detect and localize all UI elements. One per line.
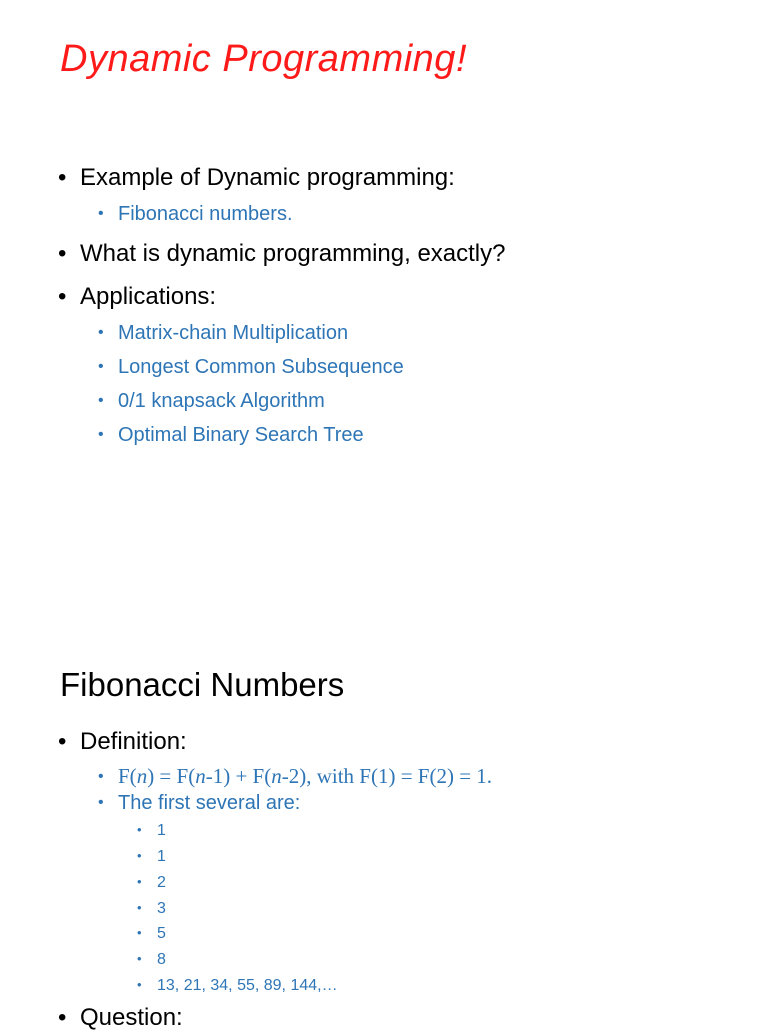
- fib-number-item: [137, 900, 166, 918]
- bullet-what-is-dp: [58, 240, 505, 268]
- bullet-text: Definition:: [80, 728, 187, 755]
- bullet-text: 0/1 knapsack Algorithm: [118, 390, 325, 412]
- bullet-text: Longest Common Subsequence: [118, 356, 404, 378]
- bullet-dot: •: [137, 925, 142, 940]
- bullet-text: What is dynamic programming, exactly?: [80, 240, 506, 267]
- bullet-dot: •: [58, 1004, 67, 1031]
- fib-number-item: [137, 874, 166, 892]
- bullet-text: Applications:: [80, 283, 217, 310]
- bullet-dot: •: [98, 794, 104, 811]
- bullet-dot: •: [98, 324, 104, 341]
- bullet-dot: •: [58, 728, 67, 755]
- bullet-dot: •: [58, 240, 67, 267]
- bullet-dot: •: [98, 426, 104, 443]
- fib-number-item: [137, 925, 166, 943]
- slide-title: Fibonacci Numbers: [60, 666, 345, 703]
- fib-number: 13, 21, 34, 55, 89, 144,…: [157, 977, 338, 994]
- fib-number-item: [137, 848, 166, 866]
- bullet-dot: •: [137, 874, 142, 889]
- fib-number: 1: [157, 822, 166, 839]
- bullet-applications: [58, 283, 216, 311]
- sub-bullet-formula: [98, 764, 492, 789]
- bullet-example-of-dp: [58, 164, 455, 192]
- bullet-text: Optimal Binary Search Tree: [118, 424, 364, 446]
- bullet-dot: •: [137, 951, 142, 966]
- bullet-text: Example of Dynamic programming:: [80, 164, 455, 191]
- fib-number: 8: [157, 951, 166, 968]
- bullet-dot: •: [98, 358, 104, 375]
- sub-bullet-matrix-chain: [98, 322, 348, 345]
- bullet-dot: •: [137, 977, 142, 992]
- bullet-question: [58, 1004, 183, 1032]
- fib-number-item: [137, 977, 338, 995]
- fib-number: 3: [157, 900, 166, 917]
- fib-number-item: [137, 822, 166, 840]
- sub-bullet-obst: [98, 424, 364, 447]
- sub-bullet-knapsack: [98, 390, 325, 413]
- sub-bullet-lcs: [98, 356, 404, 379]
- bullet-dot: •: [58, 283, 67, 310]
- bullet-text: Fibonacci numbers.: [118, 203, 293, 225]
- sub-bullet-first-several: [98, 792, 300, 815]
- bullet-dot: •: [137, 848, 142, 863]
- fib-number: 2: [157, 874, 166, 891]
- bullet-dot: •: [98, 768, 104, 785]
- fib-number: 1: [157, 848, 166, 865]
- bullet-dot: •: [137, 900, 142, 915]
- sub-bullet-fibonacci: [98, 203, 293, 226]
- slide-fibonacci-numbers: [0, 640, 768, 1031]
- bullet-definition: [58, 728, 187, 756]
- fibonacci-formula: F(n) = F(n-1) + F(n-2), with F(1) = F(2) = 1.: [118, 764, 493, 788]
- fib-number: 5: [157, 925, 166, 942]
- bullet-text: Matrix-chain Multiplication: [118, 322, 349, 344]
- bullet-dot: •: [98, 392, 104, 409]
- fib-number-item: [137, 951, 166, 969]
- bullet-text: The first several are:: [118, 792, 301, 814]
- bullet-dot: •: [98, 205, 104, 222]
- slide-title: Dynamic Programming!: [60, 38, 467, 80]
- bullet-dot: •: [137, 822, 142, 837]
- bullet-text: Question:: [80, 1004, 183, 1031]
- bullet-dot: •: [58, 164, 67, 191]
